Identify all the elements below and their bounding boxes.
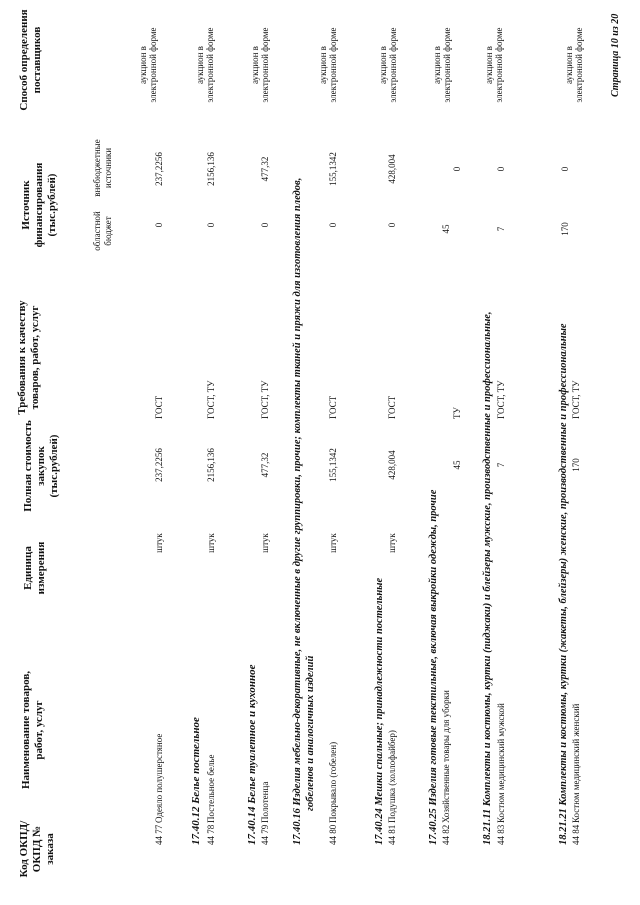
row-way: аукцион в электронной форме [484,27,504,103]
group-title: 18.21.21 Комплекты и костюмы, куртки (жакеты, блейзеры) женские, производственные и профессиональные [558,323,569,845]
row-way: аукцион в электронной форме [138,27,158,103]
row-req: ГОСТ [328,395,338,419]
row-fin-extrabudget: 2156,136 [206,152,216,186]
row-way: аукцион в электронной форме [195,27,215,103]
row-unit: штук [328,533,338,553]
row-req: ГОСТ, ТУ [571,380,581,419]
row-cost: 2156,136 [206,448,216,482]
row-name: Хозяйственные товары для уборки [441,690,451,823]
row-way: аукцион в электронной форме [564,27,584,103]
row-code: 44 81 [387,824,397,845]
row-way: аукцион в электронной форме [432,27,452,103]
row-name: Подушка (холлофайбер) [387,730,397,823]
row-fin-regional: 0 [387,222,397,228]
row-name: Покрывало (гобелен) [328,741,338,823]
header-req: Требования к качеству товаров, работ, услуг [16,300,41,415]
row-way: аукцион в электронной форме [250,27,270,103]
row-fin-regional: 45 [441,224,451,234]
row-fin-regional: 0 [154,222,164,228]
row-req: ГОСТ, ТУ [496,380,506,419]
group-code: 17.40.14 Белье туалетное и кухонное [246,664,258,845]
row-name: Полотенца [260,781,270,823]
row-fin-regional: 0 [206,222,216,228]
row-unit: штук [260,533,270,553]
row-fin-regional: 7 [496,226,506,232]
row-code: 44 83 [496,824,506,845]
row-cost: 237,2256 [154,448,164,482]
row-fin-regional: 170 [560,222,570,236]
group-title-cont: гобеленов и аналогичных изделий [305,655,316,811]
header-fin-extrabudget: внебюджетные источники [92,139,113,197]
row-fin-extrabudget: 237,2256 [154,152,164,186]
row-code: 44 82 [441,824,451,845]
row-way: аукцион в электронной форме [318,27,338,103]
row-code: 44 78 [206,824,216,845]
row-name: Одеяло полушерстяное [154,733,164,823]
header-unit: Единица измерения [22,541,47,595]
row-name: Костюм медицинский женский [571,703,581,823]
row-req: ГОСТ [387,395,397,419]
row-fin-regional: 0 [260,222,270,228]
row-cost: 155,1342 [328,448,338,482]
row-cost: 170 [571,458,581,472]
row-fin-extrabudget: 0 [452,166,462,172]
group-title: 18.21.11 Комплекты и костюмы, куртки (пиджаки) и блейзеры мужские, производственные и профессиональные, [482,311,493,845]
row-fin-extrabudget: 155,1342 [328,152,338,186]
row-req: ГОСТ, ТУ [260,380,270,419]
group-title: 17.40.24 Мешки спальные; принадлежности постельные [374,577,385,845]
row-name: Постельное белье [206,754,216,823]
row-code: 44 79 [260,824,270,845]
row-req: ТУ [452,407,462,419]
group-code: 17.40.12 Белье постельное [190,717,202,845]
group-title: 17.40.25 Изделия готовые текстильные, включая выкройки одежды, прочие [428,489,439,845]
row-fin-extrabudget: 477,32 [260,156,270,182]
row-cost: 45 [452,460,462,470]
row-fin-extrabudget: 428,004 [387,154,397,184]
row-code: 44 80 [328,824,338,845]
header-cost: Полная стоимость закупок (тыс.рублей) [22,420,60,512]
row-fin-regional: 0 [328,222,338,228]
row-code: 44 77 [154,824,164,845]
group-title: 17.40.16 Изделия мебельно-декоративные, не включенные в другие группировки, прочие; комплекты тканей и пряжи для изготовления пледов, [292,177,303,845]
header-name: Наименование товаров, работ, услуг [20,670,45,790]
row-name: Костюм медицинский мужской [496,703,506,823]
row-cost: 477,32 [260,452,270,478]
row-cost: 428,004 [387,450,397,480]
row-cost: 7 [496,462,506,468]
row-unit: штук [154,533,164,553]
row-way: аукцион в электронной форме [378,27,398,103]
row-req: ГОСТ [154,395,164,419]
row-unit: штук [206,533,216,553]
row-fin-extrabudget: 0 [560,166,570,172]
header-fin: Источник финансирования (тыс.рублей) [20,162,58,248]
header-code: Код ОКПД/ ОКПД № заказа [18,820,56,878]
row-fin-extrabudget: 0 [496,166,506,172]
row-req: ГОСТ, ТУ [206,380,216,419]
page-number: Страница 10 из 20 [610,13,621,97]
header-fin-regional: областной бюджет [92,211,113,251]
row-code: 44 84 [571,824,581,845]
header-way: Способ определения поставщиков [18,9,43,111]
row-unit: штук [387,533,397,553]
